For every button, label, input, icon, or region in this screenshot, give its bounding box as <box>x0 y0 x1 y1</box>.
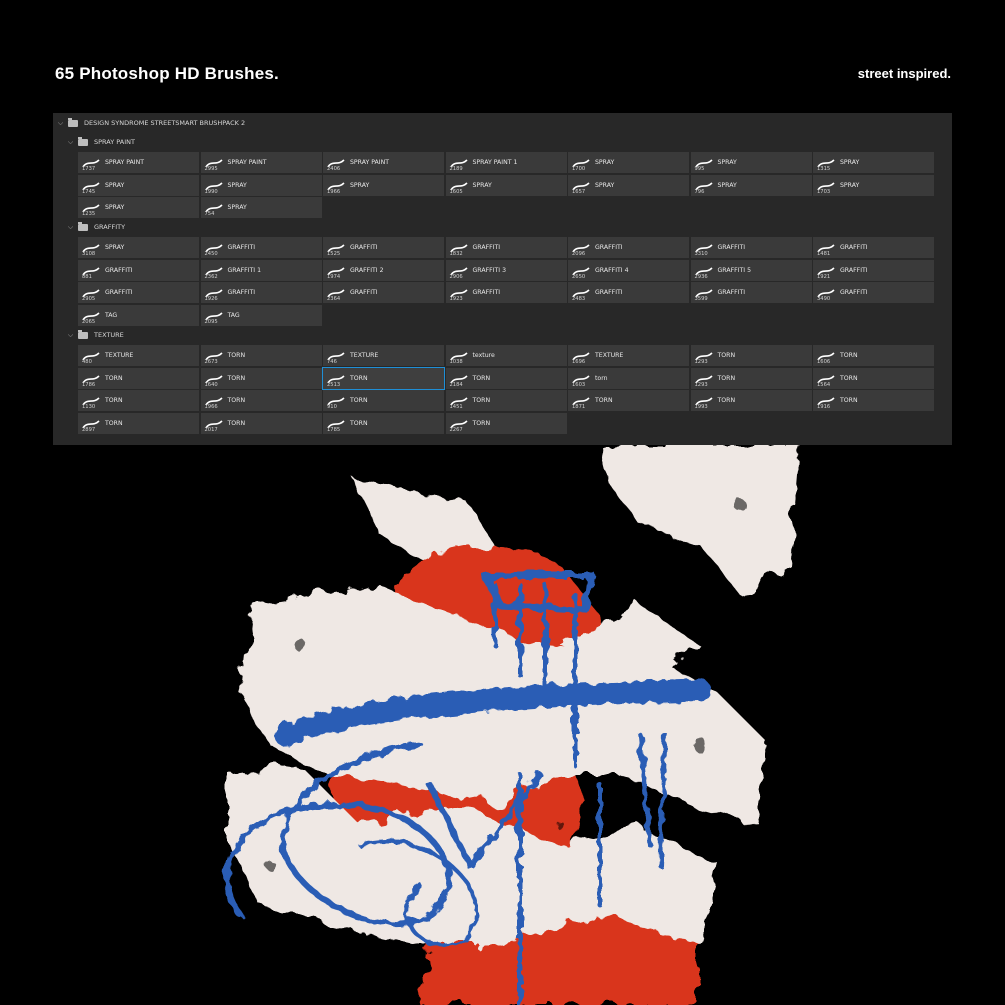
brush-preview-icon <box>449 415 469 426</box>
brush-size-label: 2184 <box>449 381 463 388</box>
brush-name-label: TORN <box>472 397 491 404</box>
brush-size-label: 881 <box>82 273 92 280</box>
brush-size-label: 1966 <box>327 188 341 195</box>
brush-preview-icon <box>816 370 836 381</box>
brush-grid-texture <box>78 345 960 434</box>
brush-tile[interactable] <box>78 305 199 326</box>
brush-size-label: 1564 <box>817 381 831 388</box>
brush-preview-icon <box>816 154 836 165</box>
brush-tile[interactable] <box>568 282 689 303</box>
brush-grid-graffity <box>78 237 960 326</box>
brush-preview-icon <box>81 262 101 273</box>
brush-preview-icon <box>571 154 591 165</box>
brush-tile[interactable] <box>691 345 812 366</box>
brush-preview-icon <box>81 392 101 403</box>
brush-name-label: TORN <box>595 397 613 404</box>
brush-size-label: 1923 <box>449 296 463 302</box>
brush-size-label: 480 <box>82 359 92 365</box>
brush-preview-icon <box>694 284 714 295</box>
brush-size-label: 1700 <box>572 166 586 172</box>
brush-name-label: GRAFFITI <box>840 266 868 274</box>
brush-tile[interactable] <box>201 413 322 434</box>
brush-preview-icon <box>326 415 346 426</box>
brush-name-label: TAG <box>227 311 240 319</box>
group-spray-paint-row[interactable] <box>67 134 135 150</box>
brush-size-label: 1926 <box>204 296 218 302</box>
brush-tile[interactable] <box>78 237 199 258</box>
brush-name-label: TORN <box>840 352 858 359</box>
brush-name-label: TAG <box>105 311 118 319</box>
brush-size-label: 2364 <box>327 296 341 302</box>
brush-name-label: TORN <box>840 374 858 382</box>
brush-tile[interactable] <box>568 237 689 258</box>
brush-size-label: 1235 <box>82 211 96 217</box>
brush-preview-icon <box>694 239 714 250</box>
brush-size-label: 1745 <box>82 188 96 195</box>
brush-preview-icon <box>326 284 346 295</box>
brush-preview-icon <box>571 347 591 358</box>
brush-name-label: GRAFFITI 5 <box>717 266 752 274</box>
brush-artwork-illustration <box>0 445 1005 1005</box>
brush-tile[interactable] <box>323 260 444 281</box>
brush-preview-icon <box>326 392 346 403</box>
brush-name-label: GRAFFITI <box>717 289 746 296</box>
brush-name-label: GRAFFITI 2 <box>350 266 384 274</box>
brush-preview-icon <box>204 262 224 273</box>
brush-size-label: 2406 <box>327 166 341 172</box>
brush-preview-icon <box>81 199 101 210</box>
brush-name-label: GRAFFITI <box>840 289 868 296</box>
brush-tile[interactable] <box>201 282 322 303</box>
brush-name-label: TORN <box>105 374 123 382</box>
brush-size-label: 2897 <box>82 426 96 433</box>
brush-name-label: GRAFFITI 1 <box>227 266 262 274</box>
brush-preview-icon <box>816 262 836 273</box>
brush-preview-icon <box>816 177 836 188</box>
brush-name-label: torn <box>595 374 608 382</box>
brush-tile[interactable] <box>323 282 444 303</box>
brush-tile[interactable] <box>813 237 934 258</box>
brush-size-label: 2096 <box>572 251 586 257</box>
brush-size-label: 3310 <box>694 251 708 257</box>
brush-tile[interactable] <box>201 197 322 218</box>
brush-size-label: 1990 <box>204 188 218 195</box>
brush-preview-icon <box>449 154 469 165</box>
brush-size-label: 1974 <box>327 273 341 280</box>
brush-size-label: 1130 <box>82 404 96 410</box>
brush-preview-icon <box>81 347 101 358</box>
brush-tile[interactable] <box>78 282 199 303</box>
brush-preview-icon <box>694 262 714 273</box>
folder-icon <box>78 332 88 339</box>
brush-name-label: TORN <box>227 352 246 359</box>
brush-size-label: 1737 <box>82 166 96 172</box>
brush-size-label: 2095 <box>204 318 218 325</box>
group-label: GRAFFITY <box>94 223 126 231</box>
brush-tile[interactable] <box>446 237 567 258</box>
brush-size-label: 2362 <box>204 273 218 280</box>
brush-size-label: 2905 <box>82 296 96 302</box>
brush-tile[interactable] <box>568 152 689 173</box>
brush-size-label: 2483 <box>572 296 586 302</box>
brush-preview-icon <box>449 239 469 250</box>
brush-size-label: 1481 <box>817 251 831 257</box>
brush-tile[interactable] <box>446 260 567 281</box>
brush-tile[interactable] <box>78 413 199 434</box>
brush-name-label: GRAFFITI <box>595 244 623 251</box>
brush-preview-icon <box>81 239 101 250</box>
brush-preview-icon <box>204 177 224 188</box>
brush-name-label: SPRAY <box>840 159 860 166</box>
brush-size-label: 2267 <box>449 426 463 433</box>
brush-name-label: SPRAY PAINT <box>105 159 145 166</box>
brush-name-label: SPRAY PAINT 1 <box>472 159 518 166</box>
brush-name-label: TEXTURE <box>350 352 379 359</box>
brush-name-label: SPRAY <box>227 204 247 211</box>
brush-tile[interactable] <box>78 368 199 389</box>
brush-size-label: 1871 <box>572 404 586 410</box>
brush-name-label: SPRAY PAINT <box>350 159 390 166</box>
brush-tile[interactable] <box>813 282 934 303</box>
brush-name-label: GRAFFITI <box>472 289 501 296</box>
brush-name-label: GRAFFITI <box>350 289 378 296</box>
brush-tile[interactable] <box>813 368 934 389</box>
brush-preview-icon <box>816 239 836 250</box>
brush-name-label: TORN <box>472 419 491 427</box>
brush-name-label: SPRAY <box>472 181 492 189</box>
brush-name-label: SPRAY <box>227 181 247 189</box>
brush-tile[interactable] <box>201 260 322 281</box>
brush-tile[interactable] <box>813 390 934 411</box>
brush-name-label: TORN <box>717 352 736 359</box>
brush-name-label: TEXTURE <box>105 352 134 359</box>
brush-size-label: 2189 <box>449 166 463 172</box>
brush-grid-spray-paint <box>78 152 960 218</box>
brush-preview-icon <box>694 154 714 165</box>
brush-size-label: 2673 <box>204 359 218 365</box>
brush-tile[interactable] <box>568 260 689 281</box>
tagline: street inspired. <box>857 66 951 81</box>
brush-tile[interactable] <box>446 175 567 196</box>
brush-size-label: 1451 <box>449 404 463 410</box>
brush-preview-icon <box>816 284 836 295</box>
brush-tile[interactable] <box>323 345 444 366</box>
brush-size-label: 754 <box>204 211 215 217</box>
brush-tile[interactable] <box>446 282 567 303</box>
brush-tile[interactable] <box>813 175 934 196</box>
brush-size-label: 910 <box>327 404 337 410</box>
brush-size-label: 1605 <box>449 188 463 195</box>
brush-name-label: TORN <box>350 419 368 427</box>
chevron-down-icon[interactable]: ⌵ <box>67 330 74 339</box>
brush-preview-icon <box>204 199 224 210</box>
brush-name-label: GRAFFITI <box>227 244 256 251</box>
brush-preview-icon <box>204 239 224 250</box>
brush-size-label: 2650 <box>572 273 586 280</box>
brush-name-label: TORN <box>105 419 123 427</box>
brush-name-label: TORN <box>227 374 246 382</box>
brush-size-label: 1703 <box>817 188 831 195</box>
brush-tile[interactable] <box>201 345 322 366</box>
brush-size-label: 1786 <box>82 381 96 388</box>
brush-name-label: GRAFFITI <box>227 289 256 296</box>
brush-tile[interactable] <box>691 175 812 196</box>
brush-size-label: 1315 <box>817 166 831 172</box>
brush-name-label: GRAFFITI <box>595 289 623 296</box>
brush-preview-icon <box>449 392 469 403</box>
group-label: TEXTURE <box>94 331 124 339</box>
brush-preview-icon <box>694 392 714 403</box>
brush-size-label: 1603 <box>572 381 586 388</box>
brush-preview-icon <box>694 370 714 381</box>
brush-size-label: 1038 <box>449 359 463 365</box>
brush-preview-icon <box>449 284 469 295</box>
brush-preview-icon <box>449 347 469 358</box>
brush-preview-icon <box>449 370 469 381</box>
brush-tile[interactable] <box>323 390 444 411</box>
brush-name-label: texture <box>472 352 495 359</box>
brush-preview-icon <box>816 392 836 403</box>
brush-preview-icon <box>326 154 346 165</box>
brush-tile[interactable] <box>691 152 812 173</box>
brush-tile[interactable] <box>78 260 199 281</box>
brush-size-label: 1640 <box>204 381 218 388</box>
brush-size-label: 2936 <box>694 273 708 280</box>
brush-size-label: 2065 <box>82 318 96 325</box>
brush-name-label: TORN <box>472 374 491 382</box>
brush-tile[interactable] <box>78 152 199 173</box>
brush-name-label: TORN <box>350 397 368 404</box>
brush-preview-icon <box>449 262 469 273</box>
brush-preview-icon <box>571 177 591 188</box>
brush-preview-icon <box>81 154 101 165</box>
brush-name-label: GRAFFITI <box>840 244 868 251</box>
chevron-down-icon[interactable]: ⌵ <box>57 118 64 127</box>
brush-size-label: 2017 <box>204 426 218 433</box>
brush-tile[interactable] <box>201 390 322 411</box>
brush-name-label: TEXTURE <box>595 352 624 359</box>
brush-tile[interactable] <box>323 368 444 389</box>
brush-preview-icon <box>326 347 346 358</box>
brush-preview-icon <box>326 262 346 273</box>
brush-size-label: 1921 <box>817 273 831 280</box>
brush-preview-icon <box>694 347 714 358</box>
folder-icon <box>68 120 78 127</box>
brush-tile[interactable] <box>691 282 812 303</box>
brush-size-label: 1525 <box>327 251 341 257</box>
brush-name-label: SPRAY PAINT <box>227 159 267 166</box>
brush-tile[interactable] <box>201 368 322 389</box>
brush-size-label: 2450 <box>204 251 218 257</box>
brush-preview-icon <box>449 177 469 188</box>
brush-name-label: TORN <box>105 397 123 404</box>
brush-tile[interactable] <box>201 305 322 326</box>
brush-tile[interactable] <box>201 152 322 173</box>
brush-tile[interactable] <box>691 390 812 411</box>
brush-name-label: TORN <box>717 397 736 404</box>
group-label: SPRAY PAINT <box>94 138 135 146</box>
brush-preview-icon <box>326 370 346 381</box>
brush-name-label: TORN <box>227 397 246 404</box>
chevron-down-icon[interactable]: ⌵ <box>67 222 74 231</box>
brush-tile[interactable] <box>813 152 934 173</box>
brush-size-label: 1657 <box>572 188 586 195</box>
brush-size-label: 1785 <box>327 426 341 433</box>
brush-preview-icon <box>571 392 591 403</box>
brush-tile[interactable] <box>813 260 934 281</box>
brush-size-label: 3599 <box>694 296 708 302</box>
brush-tile[interactable] <box>323 237 444 258</box>
brush-tile[interactable] <box>446 390 567 411</box>
brush-name-label: TORN <box>227 419 246 427</box>
brush-tile[interactable] <box>446 413 567 434</box>
brush-preview-icon <box>204 370 224 381</box>
brush-tile[interactable] <box>813 345 934 366</box>
root-folder-row[interactable] <box>57 115 245 131</box>
brush-preview-icon <box>204 415 224 426</box>
brush-preview-icon <box>571 284 591 295</box>
brush-preview-icon <box>204 154 224 165</box>
brush-tile[interactable] <box>568 345 689 366</box>
brush-tile[interactable] <box>78 175 199 196</box>
brush-name-label: TORN <box>840 397 858 404</box>
brush-tile[interactable] <box>323 152 444 173</box>
brush-size-label: 3108 <box>82 251 96 257</box>
brush-name-label: GRAFFITI <box>105 289 133 296</box>
brush-preview-icon <box>81 284 101 295</box>
group-texture-row[interactable] <box>67 327 124 343</box>
brush-size-label: 796 <box>694 188 705 195</box>
brush-size-label: 1293 <box>694 381 708 388</box>
brush-size-label: 1606 <box>817 359 831 365</box>
brush-name-label: GRAFFITI <box>105 266 133 274</box>
brush-name-label: GRAFFITI 4 <box>595 266 629 274</box>
brush-tile[interactable] <box>78 390 199 411</box>
brush-size-label: 2995 <box>204 166 218 172</box>
brush-panel <box>53 113 952 445</box>
brush-tile[interactable] <box>568 368 689 389</box>
brush-name-label: GRAFFITI <box>472 244 501 251</box>
brush-preview-icon <box>816 347 836 358</box>
brush-name-label: SPRAY <box>350 181 370 189</box>
brush-preview-icon <box>204 284 224 295</box>
brush-tile[interactable] <box>201 175 322 196</box>
brush-preview-icon <box>81 415 101 426</box>
brush-tile[interactable] <box>446 345 567 366</box>
brush-name-label: GRAFFITI 3 <box>472 266 507 274</box>
brush-name-label: GRAFFITI <box>717 244 746 251</box>
brush-size-label: 995 <box>694 166 705 172</box>
brush-name-label: SPRAY <box>105 244 125 251</box>
brush-preview-icon <box>571 262 591 273</box>
brush-size-label: 1832 <box>449 251 463 257</box>
brush-tile[interactable] <box>446 152 567 173</box>
brush-preview-icon <box>326 239 346 250</box>
brush-name-label: SPRAY <box>717 159 737 166</box>
brush-tile[interactable] <box>446 368 567 389</box>
root-folder-label: DESIGN SYNDROME STREETSMART BRUSHPACK 2 <box>84 119 246 127</box>
brush-name-label: SPRAY <box>105 204 125 211</box>
brush-name-label: SPRAY <box>595 181 615 189</box>
brush-preview-icon <box>204 307 224 318</box>
group-graffity-row[interactable] <box>67 219 125 235</box>
brush-size-label: 3490 <box>817 296 831 302</box>
brush-tile[interactable] <box>568 175 689 196</box>
brush-tile[interactable] <box>323 175 444 196</box>
brush-preview-icon <box>204 392 224 403</box>
brush-tile[interactable] <box>201 237 322 258</box>
brush-name-label: SPRAY <box>717 181 737 189</box>
brush-size-label: 1293 <box>694 359 708 365</box>
headline: 65 Photoshop HD Brushes. <box>55 64 279 83</box>
brush-size-label: 2513 <box>327 381 341 388</box>
brush-preview-icon <box>694 177 714 188</box>
brush-size-label: 1916 <box>817 404 831 410</box>
brush-size-label: 2906 <box>449 273 463 280</box>
brush-tile[interactable] <box>691 260 812 281</box>
brush-tile[interactable] <box>78 197 199 218</box>
brush-preview-icon <box>571 370 591 381</box>
brush-tile[interactable] <box>691 368 812 389</box>
brush-size-label: 1993 <box>694 404 708 410</box>
brush-name-label: SPRAY <box>105 181 125 189</box>
folder-icon <box>78 139 88 146</box>
brush-preview-icon <box>326 177 346 188</box>
brush-tile[interactable] <box>323 413 444 434</box>
chevron-down-icon[interactable]: ⌵ <box>67 137 74 146</box>
brush-name-label: GRAFFITI <box>350 244 378 251</box>
brush-name-label: SPRAY <box>840 181 860 189</box>
brush-name-label: TORN <box>350 374 368 382</box>
brush-tile[interactable] <box>78 345 199 366</box>
brush-size-label: 1696 <box>572 359 586 365</box>
folder-icon <box>78 224 88 231</box>
brush-tile[interactable] <box>691 237 812 258</box>
brush-size-label: 746 <box>327 359 337 365</box>
brush-size-label: 1966 <box>204 404 218 410</box>
brush-name-label: TORN <box>717 374 736 382</box>
brush-preview-icon <box>81 307 101 318</box>
brush-preview-icon <box>571 239 591 250</box>
brush-preview-icon <box>81 177 101 188</box>
brush-preview-icon <box>81 370 101 381</box>
brush-preview-icon <box>204 347 224 358</box>
brush-name-label: SPRAY <box>595 159 615 166</box>
brush-tile[interactable] <box>568 390 689 411</box>
